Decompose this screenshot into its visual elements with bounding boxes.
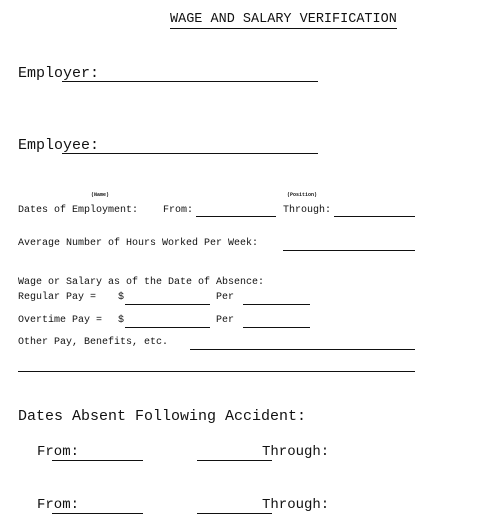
overtime-pay-amount-field[interactable] — [125, 327, 210, 328]
position-hint: (Position) — [287, 192, 318, 198]
employment-from-label: From: — [163, 205, 194, 216]
overtime-pay-period-field[interactable] — [243, 327, 310, 328]
absence-through-label: Through: — [262, 444, 330, 460]
employment-through-label: Through: — [283, 205, 332, 216]
regular-pay-label: Regular Pay = — [18, 292, 97, 303]
absence-from-field[interactable] — [52, 460, 143, 461]
employee-label: Employee: — [18, 137, 100, 154]
regular-pay-per-label: Per — [216, 292, 235, 303]
overtime-pay-label: Overtime Pay = — [18, 315, 103, 326]
absence-from-label: From: — [37, 497, 80, 513]
other-pay-field-continued[interactable] — [18, 371, 415, 372]
absence-through-field[interactable] — [197, 460, 272, 461]
regular-pay-amount-field[interactable] — [125, 304, 210, 305]
absence-through-label: Through: — [262, 497, 330, 513]
absence-from-label: From: — [37, 444, 80, 460]
other-pay-field[interactable] — [190, 349, 415, 350]
employment-from-field[interactable] — [196, 216, 276, 217]
absence-through-field[interactable] — [197, 513, 272, 514]
employment-through-field[interactable] — [334, 216, 415, 217]
absence-from-field[interactable] — [52, 513, 143, 514]
employer-label: Employer: — [18, 65, 100, 82]
dates-absent-heading: Dates Absent Following Accident: — [18, 408, 307, 425]
employee-field[interactable] — [62, 153, 318, 154]
regular-pay-dollar: $ — [118, 292, 125, 303]
overtime-pay-per-label: Per — [216, 315, 235, 326]
form-title: WAGE AND SALARY VERIFICATION — [170, 12, 397, 27]
employer-field[interactable] — [62, 81, 318, 82]
avg-hours-field[interactable] — [283, 250, 415, 251]
name-hint: (Name) — [91, 192, 110, 198]
dates-of-employment-label: Dates of Employment: — [18, 205, 139, 216]
wage-heading: Wage or Salary as of the Date of Absence: — [18, 277, 265, 288]
other-pay-label: Other Pay, Benefits, etc. — [18, 337, 169, 348]
avg-hours-label: Average Number of Hours Worked Per Week: — [18, 238, 259, 249]
regular-pay-period-field[interactable] — [243, 304, 310, 305]
overtime-pay-dollar: $ — [118, 315, 125, 326]
